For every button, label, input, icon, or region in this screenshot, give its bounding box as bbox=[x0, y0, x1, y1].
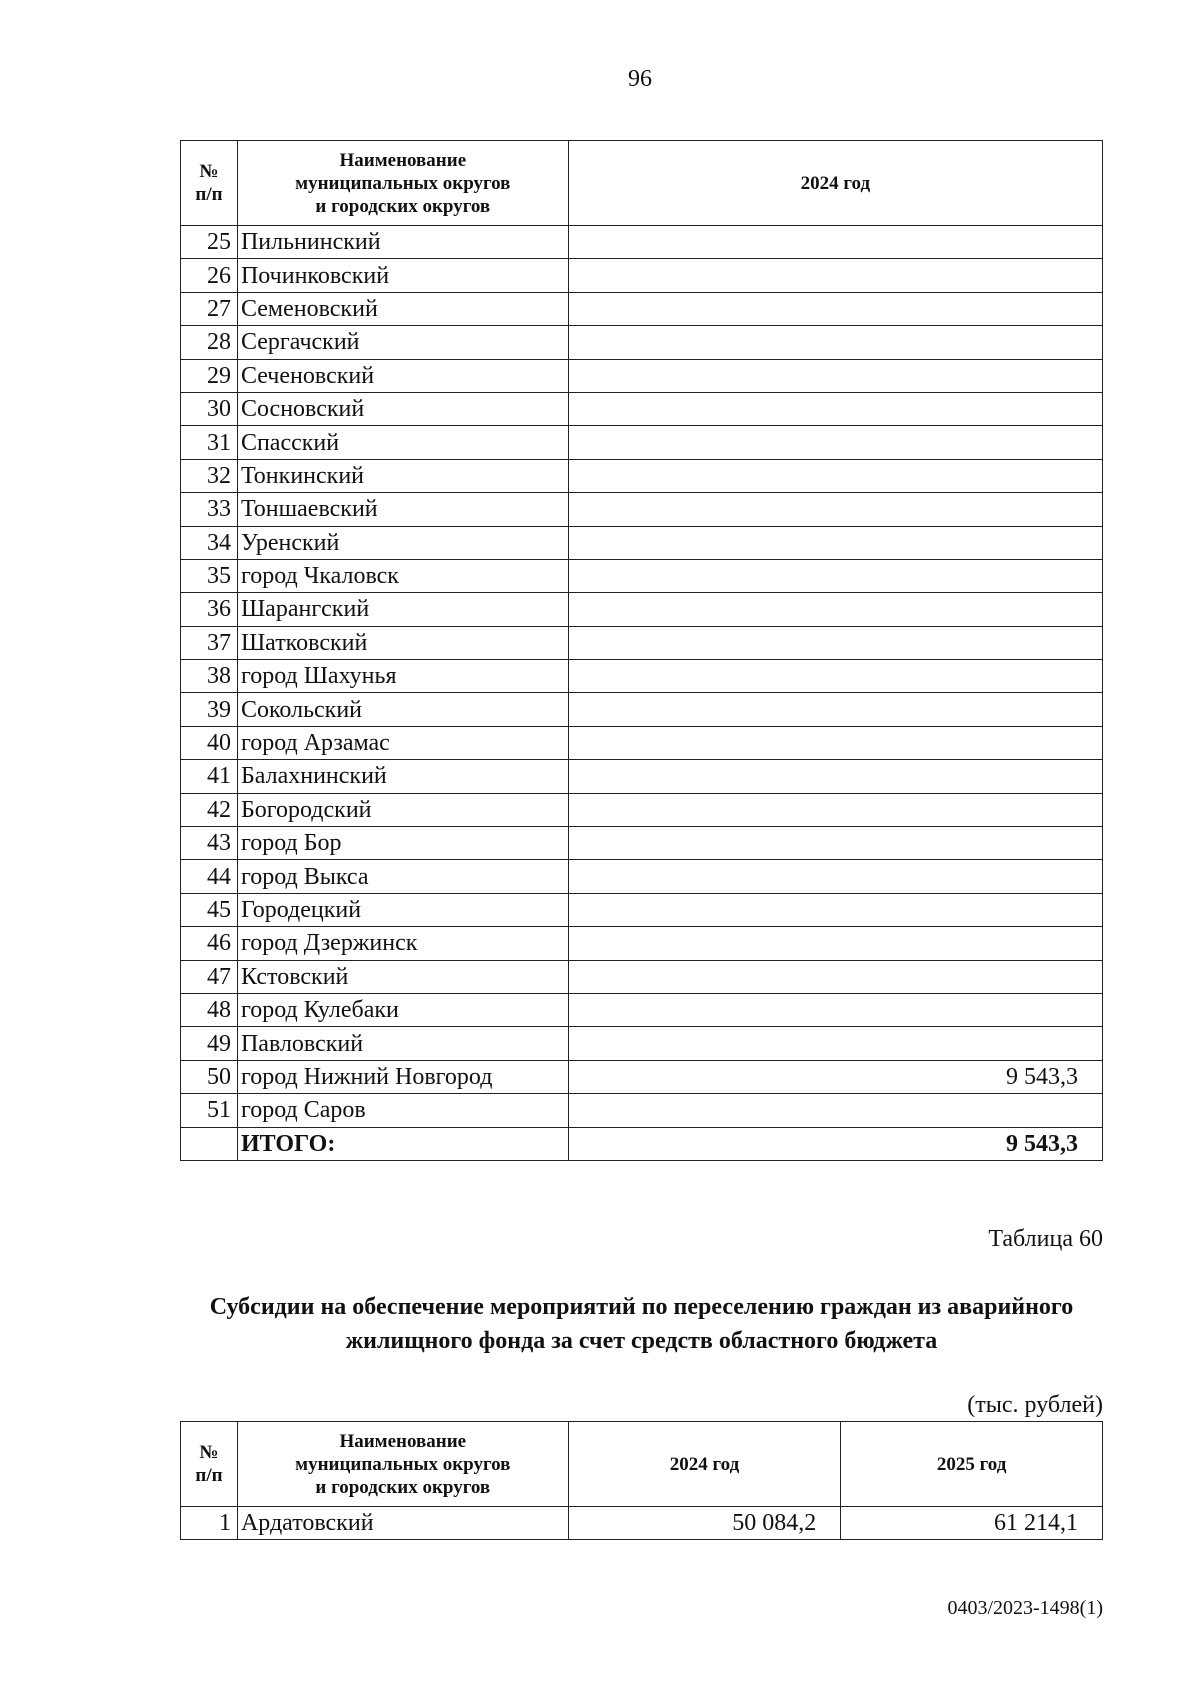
table-row bbox=[181, 626, 1103, 659]
table-row bbox=[181, 493, 1103, 526]
value-2024-cell: 50 084,2 bbox=[568, 1507, 841, 1540]
table-row bbox=[181, 927, 1103, 960]
table-row bbox=[181, 827, 1103, 860]
row-number-cell: 50 bbox=[181, 1060, 238, 1093]
municipality-name-cell: город Дзержинск bbox=[237, 927, 568, 960]
row-number-cell: 35 bbox=[181, 559, 238, 592]
row-number-cell: 46 bbox=[181, 927, 238, 960]
table-body bbox=[181, 1507, 1103, 1540]
table-row bbox=[181, 726, 1103, 759]
header-municipality-name: Наименование муниципальных округов и городских округов bbox=[237, 1422, 568, 1507]
value-2024-cell bbox=[568, 960, 1102, 993]
municipality-name-cell: город Выкса bbox=[237, 860, 568, 893]
row-number-cell: 44 bbox=[181, 860, 238, 893]
municipality-name-cell: город Арзамас bbox=[237, 726, 568, 759]
table-row bbox=[181, 392, 1103, 425]
total-value-2024: 9 543,3 bbox=[568, 1127, 1102, 1160]
table-row bbox=[181, 1060, 1103, 1093]
row-number-cell: 45 bbox=[181, 893, 238, 926]
value-2024-cell bbox=[568, 392, 1102, 425]
table-row bbox=[181, 593, 1103, 626]
value-2024-cell bbox=[568, 760, 1102, 793]
row-number-cell: 47 bbox=[181, 960, 238, 993]
value-2024-cell bbox=[568, 493, 1102, 526]
table-row bbox=[181, 459, 1103, 492]
row-number-cell: 28 bbox=[181, 326, 238, 359]
table-row bbox=[181, 526, 1103, 559]
row-number-cell: 34 bbox=[181, 526, 238, 559]
value-2024-cell bbox=[568, 1027, 1102, 1060]
document-id: 0403/2023-1498(1) bbox=[947, 1597, 1103, 1619]
value-2024-cell bbox=[568, 726, 1102, 759]
value-2024-cell bbox=[568, 793, 1102, 826]
value-2024-cell bbox=[568, 292, 1102, 325]
value-2024-cell bbox=[568, 459, 1102, 492]
municipality-name-cell: Тонкинский bbox=[237, 459, 568, 492]
table-row bbox=[181, 1507, 1103, 1540]
total-label: ИТОГО: bbox=[237, 1127, 568, 1160]
municipality-name-cell: город Чкаловск bbox=[237, 559, 568, 592]
table-row bbox=[181, 860, 1103, 893]
header-year-2025: 2025 год bbox=[841, 1422, 1103, 1507]
municipality-name-cell: Павловский bbox=[237, 1027, 568, 1060]
table-row bbox=[181, 359, 1103, 392]
value-2024-cell bbox=[568, 993, 1102, 1026]
value-2025-cell: 61 214,1 bbox=[841, 1507, 1103, 1540]
row-number-cell: 37 bbox=[181, 626, 238, 659]
table-row bbox=[181, 559, 1103, 592]
table-row bbox=[181, 760, 1103, 793]
table-header-row bbox=[181, 1422, 1103, 1507]
value-2024-cell bbox=[568, 1094, 1102, 1127]
value-2024-cell bbox=[568, 259, 1102, 292]
row-number-cell: 36 bbox=[181, 593, 238, 626]
municipality-name-cell: Сергачский bbox=[237, 326, 568, 359]
row-number-cell: 27 bbox=[181, 292, 238, 325]
row-number-cell: 40 bbox=[181, 726, 238, 759]
row-number-cell: 30 bbox=[181, 392, 238, 425]
municipality-name-cell: Сеченовский bbox=[237, 359, 568, 392]
header-year-2024: 2024 год bbox=[568, 141, 1102, 226]
table-row bbox=[181, 1027, 1103, 1060]
row-number-cell: 32 bbox=[181, 459, 238, 492]
municipality-name-cell: город Шахунья bbox=[237, 660, 568, 693]
total-row bbox=[181, 1127, 1103, 1160]
units-label: (тыс. рублей) bbox=[967, 1392, 1103, 1418]
header-number: № п/п bbox=[181, 1422, 238, 1507]
header-municipality-name: Наименование муниципальных округов и городских округов bbox=[237, 141, 568, 226]
municipality-name-cell: Кстовский bbox=[237, 960, 568, 993]
municipality-name-cell: Балахнинский bbox=[237, 760, 568, 793]
table-row bbox=[181, 426, 1103, 459]
value-2024-cell bbox=[568, 426, 1102, 459]
row-number-cell: 42 bbox=[181, 793, 238, 826]
total-number-cell bbox=[181, 1127, 238, 1160]
value-2024-cell bbox=[568, 359, 1102, 392]
page-number: 96 bbox=[628, 66, 652, 92]
municipality-name-cell: Уренский bbox=[237, 526, 568, 559]
value-2024-cell bbox=[568, 927, 1102, 960]
row-number-cell: 33 bbox=[181, 493, 238, 526]
municipality-name-cell: Семеновский bbox=[237, 292, 568, 325]
municipality-name-cell: город Саров bbox=[237, 1094, 568, 1127]
value-2024-cell bbox=[568, 827, 1102, 860]
value-2024-cell bbox=[568, 893, 1102, 926]
municipality-name-cell: Шарангский bbox=[237, 593, 568, 626]
municipality-name-cell: Починковский bbox=[237, 259, 568, 292]
table-row bbox=[181, 259, 1103, 292]
row-number-cell: 51 bbox=[181, 1094, 238, 1127]
value-2024-cell bbox=[568, 526, 1102, 559]
allocation-table-continued bbox=[180, 140, 1103, 1161]
row-number-cell: 39 bbox=[181, 693, 238, 726]
value-2024-cell bbox=[568, 660, 1102, 693]
section-title: Субсидии на обеспечение мероприятий по переселению граждан из аварийного жилищного фонда за счет средств областного бюджета bbox=[209, 1294, 1074, 1354]
municipality-name-cell: Тоншаевский bbox=[237, 493, 568, 526]
municipality-name-cell: Пильнинский bbox=[237, 226, 568, 259]
municipality-name-cell: Ардатовский bbox=[237, 1507, 568, 1540]
row-number-cell: 26 bbox=[181, 259, 238, 292]
municipality-name-cell: Сосновский bbox=[237, 392, 568, 425]
municipality-name-cell: город Нижний Новгород bbox=[237, 1060, 568, 1093]
value-2024-cell bbox=[568, 226, 1102, 259]
row-number-cell: 31 bbox=[181, 426, 238, 459]
row-number-cell: 29 bbox=[181, 359, 238, 392]
table-row bbox=[181, 960, 1103, 993]
row-number-cell: 25 bbox=[181, 226, 238, 259]
table-row bbox=[181, 1094, 1103, 1127]
row-number-cell: 48 bbox=[181, 993, 238, 1026]
value-2024-cell bbox=[568, 593, 1102, 626]
table-number-label: Таблица 60 bbox=[988, 1226, 1103, 1252]
table-header-row bbox=[181, 141, 1103, 226]
value-2024-cell: 9 543,3 bbox=[568, 1060, 1102, 1093]
table-row bbox=[181, 693, 1103, 726]
row-number-cell: 38 bbox=[181, 660, 238, 693]
value-2024-cell bbox=[568, 559, 1102, 592]
resettlement-subsidy-table bbox=[180, 1421, 1103, 1540]
municipality-name-cell: Богородский bbox=[237, 793, 568, 826]
table-row bbox=[181, 893, 1103, 926]
table-row bbox=[181, 993, 1103, 1026]
row-number-cell: 49 bbox=[181, 1027, 238, 1060]
row-number-cell: 43 bbox=[181, 827, 238, 860]
municipality-name-cell: Городецкий bbox=[237, 893, 568, 926]
table-row bbox=[181, 793, 1103, 826]
value-2024-cell bbox=[568, 326, 1102, 359]
municipality-name-cell: город Кулебаки bbox=[237, 993, 568, 1026]
table-body bbox=[181, 226, 1103, 1128]
row-number-cell: 1 bbox=[181, 1507, 238, 1540]
municipality-name-cell: Шатковский bbox=[237, 626, 568, 659]
table-row bbox=[181, 292, 1103, 325]
header-number: № п/п bbox=[181, 141, 238, 226]
table-row bbox=[181, 226, 1103, 259]
row-number-cell: 41 bbox=[181, 760, 238, 793]
municipality-name-cell: Спасский bbox=[237, 426, 568, 459]
header-year-2024: 2024 год bbox=[568, 1422, 841, 1507]
table-row bbox=[181, 660, 1103, 693]
municipality-name-cell: Сокольский bbox=[237, 693, 568, 726]
municipality-name-cell: город Бор bbox=[237, 827, 568, 860]
table-row bbox=[181, 326, 1103, 359]
value-2024-cell bbox=[568, 626, 1102, 659]
value-2024-cell bbox=[568, 693, 1102, 726]
value-2024-cell bbox=[568, 860, 1102, 893]
